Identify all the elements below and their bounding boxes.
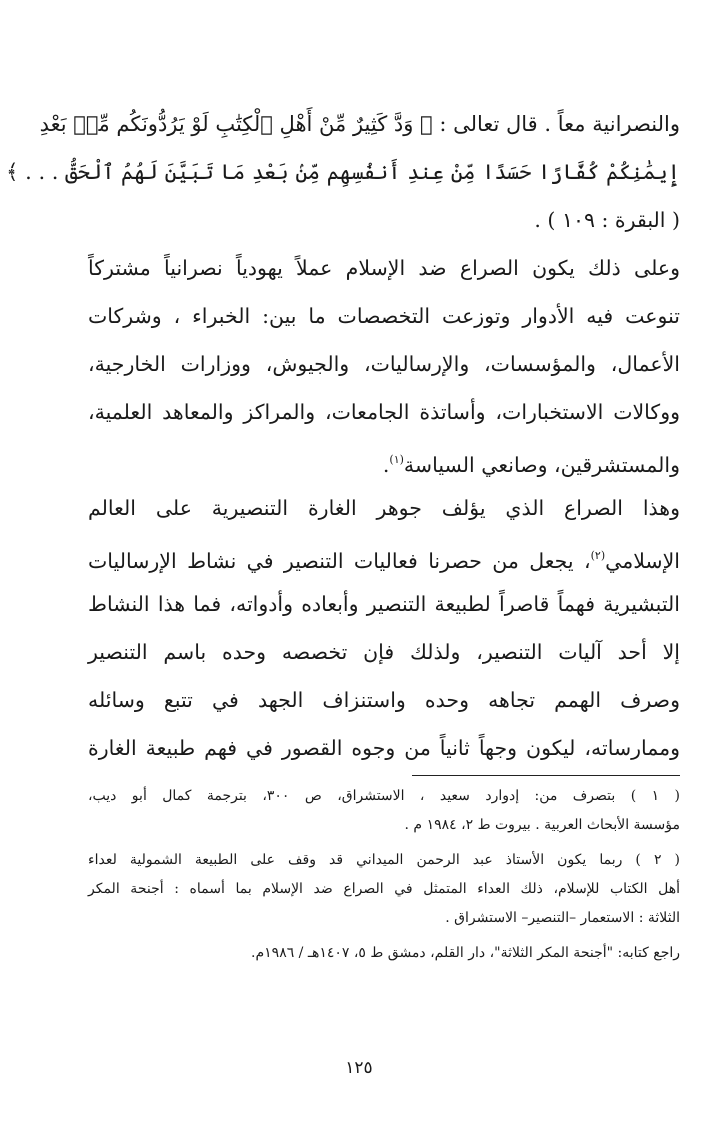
- footnote-2-line-3: الثلاثة : الاستعمار –التنصير– الاستشراق .: [445, 910, 680, 926]
- paragraph-1-end: .: [382, 453, 390, 477]
- paragraph-2-line-1: وهذا الصراع الذي يؤلف جوهر الغارة التنصيرية على العالم: [88, 496, 680, 520]
- paragraph-2-line-4: إلا أحد آليات التنصير، ولذلك فإن تخصصه وحده باسم التنصير: [88, 640, 680, 664]
- main-text: [6, 108, 680, 780]
- verse-reference: ( البقرة : ١٠٩ ) .: [534, 208, 680, 232]
- paragraph-2-line-6: وممارساته، ليكون وجهاً ثانياً من وجوه القصور في فهم طبيعة الغارة: [88, 736, 680, 760]
- paragraph-1-line-1: وعلى ذلك يكون الصراع ضد الإسلام عملاً يهودياً نصرانياً مشتركاً: [88, 256, 680, 280]
- paragraph-1-line-4: ووكالات الاستخبارات، وأساتذة الجامعات، والمراكز والمعاهد العلمية،: [88, 400, 680, 424]
- paragraph-1-line-5: [88, 444, 680, 492]
- footnote-2-line-2: أهل الكتاب للإسلام، ذلك العداء المتمثل في الصراع ضد الإسلام بما أسماه : أجنحة المكر: [88, 881, 680, 897]
- footnote-ref-2: (٢): [590, 549, 606, 562]
- paragraph-1-line-2: تنوعت فيه الأدوار وتوزعت التخصصات ما بين: الخبراء ، وشركات: [88, 304, 680, 328]
- paragraph-2-line-2-rest: ، يجعل من حصرنا فعاليات التنصير في نشاط الإرساليات: [88, 549, 591, 573]
- paragraph-2-line-2: [88, 540, 680, 588]
- paragraph-1-line-5-text: والمستشرقين، وصانعي السياسة: [403, 453, 680, 477]
- footnote-1-line-1: ( ١ ) بتصرف من: إدوارد سعيد ، الاستشراق، ص ٣٠٠، بترجمة كمال أبو ديب،: [88, 788, 680, 804]
- footnote-1-line-2: مؤسسة الأبحاث العربية . بيروت ط ٢، ١٩٨٤ م .: [404, 817, 680, 833]
- paragraph-2-line-3: التبشيرية فهماً قاصراً لطبيعة التنصير وأبعاده وأدواته، فما هذا النشاط: [88, 592, 680, 616]
- verse-line-2: إِيمَٰنِكُمْ كُفَّارًا حَسَدًا مِّنْ عِندِ أَنفُسِهِم مِّنۢ بَعْدِ مَا تَبَيَّنَ لَهُمُ ٱلْحَقُّ . . . ﴾: [6, 160, 680, 184]
- page-number: ١٢٥: [345, 1058, 373, 1078]
- paragraph-1-line-3: الأعمال، والمؤسسات، والإرساليات، والجيوش، ووزارات الخارجية،: [88, 352, 680, 376]
- paragraph-2-line-2-start: الإسلامي: [605, 549, 680, 573]
- footnote-ref-1: (١): [389, 453, 404, 466]
- footnote-separator: [412, 775, 680, 776]
- footnote-2-line-4: راجع كتابه: "أجنحة المكر الثلاثة"، دار القلم، دمشق ط ٥، ١٤٠٧هـ / ١٩٨٦م.: [251, 945, 680, 961]
- verse-line-1: والنصرانية معاً . قال تعالى : ﴿ وَدَّ كَثِيرٌ مِّنْ أَهْلِ ٱلْكِتَٰبِ لَوْ يَرُدُّونَكُم مِّنۢ بَعْدِ: [39, 112, 680, 136]
- paragraph-2-line-5: وصرف الهمم تجاهه وحده واستنزاف الجهد في تتبع وسائله: [88, 688, 680, 712]
- footnotes: [88, 786, 680, 972]
- footnote-2-line-1: ( ٢ ) ربما يكون الأستاذ عبد الرحمن الميداني قد وقف على الطبيعة الشمولية لعداء: [88, 852, 681, 868]
